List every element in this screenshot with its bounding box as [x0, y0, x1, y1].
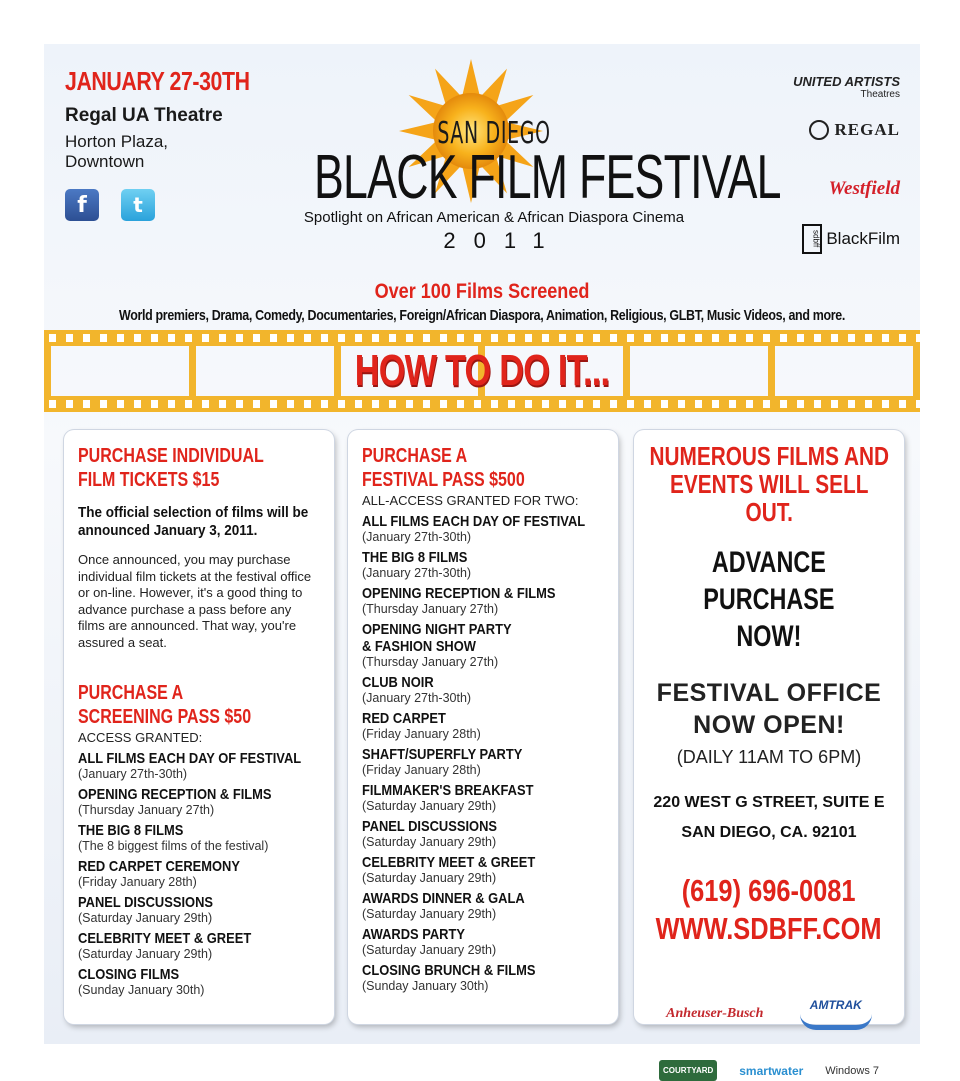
festival-title [244, 116, 781, 254]
twitter-icon[interactable]: t [121, 189, 155, 221]
item-date: (Friday January 28th) [78, 875, 197, 889]
address-line-2: Downtown [65, 152, 145, 172]
heading-line: FILM TICKETS $15 [78, 469, 220, 491]
title-year: 2011 [443, 228, 563, 253]
united-artists-logo [793, 74, 900, 100]
individual-tickets-panel [64, 430, 334, 1024]
smartwater-logo: smartwater [739, 1063, 804, 1078]
venue-address [65, 132, 205, 173]
list-item [362, 585, 604, 616]
genres-line: World premiers, Drama, Comedy, Documentaries, Foreign/African Diaspora, Animation, Religious, GLBT, Music Videos, and more. [119, 307, 845, 324]
item-date: (January 27th-30th) [362, 691, 472, 705]
item-date: (Saturday January 29th) [78, 911, 213, 925]
item-name: SHAFT/SUPERFLY PARTY [362, 746, 523, 763]
list-item [362, 962, 604, 993]
advance-purchase-panel [634, 430, 904, 1078]
venue-name: Regal UA Theatre [65, 105, 223, 126]
festival-pass-heading [362, 444, 604, 492]
item-name: ALL FILMS EACH DAY OF FESTIVAL [362, 513, 586, 530]
festival-dates: JANUARY 27-30TH [65, 66, 250, 96]
advance-purchase-heading [648, 544, 890, 655]
windows-logo: Windows 7 [825, 1064, 879, 1077]
item-date: (Saturday January 29th) [78, 947, 213, 961]
list-item [78, 858, 320, 889]
regal-text: REGAL [834, 120, 900, 139]
office-line: NOW OPEN! [693, 711, 845, 739]
sell-out-line: NUMEROUS FILMS AND [649, 441, 889, 471]
address-line: 220 WEST G STREET, SUITE E [653, 794, 885, 811]
sdbf-text: BlackFilm [826, 229, 900, 248]
amtrak-wave-icon [800, 1014, 872, 1030]
screening-pass-heading [78, 681, 320, 729]
item-name: OPENING RECEPTION & FILMS [362, 585, 556, 602]
office-address [648, 788, 890, 848]
list-item [362, 818, 604, 849]
sell-out-line: EVENTS WILL SELL OUT. [669, 469, 869, 527]
item-name: OPENING NIGHT PARTY [362, 621, 512, 638]
anheuser-busch-logo: Anheuser-Busch [666, 1006, 764, 1021]
contact-info [648, 872, 890, 948]
westfield-logo: Westfield [828, 178, 900, 199]
item-date: (Thursday January 27th) [78, 803, 215, 817]
list-item [362, 549, 604, 580]
website-link[interactable]: WWW.SDBFF.COM [656, 911, 882, 946]
item-name: AWARDS DINNER & GALA [362, 890, 525, 907]
list-item [78, 894, 320, 925]
item-date: (Saturday January 29th) [362, 835, 497, 849]
item-date: (The 8 biggest films of the festival) [78, 839, 269, 853]
sell-out-warning [648, 442, 890, 526]
office-open-heading [648, 677, 890, 741]
item-name: CLOSING FILMS [78, 966, 180, 983]
sdbf-foundation-logo [802, 224, 900, 254]
film-strip [44, 330, 920, 412]
film-strip-top [44, 330, 920, 346]
list-item [362, 890, 604, 921]
item-date: (January 27th-30th) [78, 767, 188, 781]
address-line: SAN DIEGO, CA. 92101 [681, 824, 857, 841]
item-date: (Thursday January 27th) [362, 602, 499, 616]
item-name: AWARDS PARTY [362, 926, 465, 943]
list-item [78, 786, 320, 817]
festival-pass-panel [348, 430, 618, 1024]
item-name: THE BIG 8 FILMS [362, 549, 468, 566]
individual-tickets-heading [78, 444, 320, 492]
list-item [362, 621, 604, 669]
title-main: BLACK FILM FESTIVAL [314, 143, 781, 212]
item-date: (Saturday January 29th) [362, 871, 497, 885]
united-artists-text: UNITED ARTISTS [793, 74, 900, 89]
item-name: PANEL DISCUSSIONS [362, 818, 498, 835]
regal-ball-icon [809, 120, 829, 140]
screening-pass-list [78, 750, 320, 997]
phone-number[interactable]: (619) 696-0081 [682, 873, 856, 908]
list-item [362, 674, 604, 705]
item-date: (January 27th-30th) [362, 566, 472, 580]
office-hours: (DAILY 11AM TO 6PM) [676, 747, 862, 767]
item-name: CLUB NOIR [362, 674, 434, 691]
item-name: CELEBRITY MEET & GREET [362, 854, 536, 871]
list-item [362, 854, 604, 885]
heading-line: PURCHASE A [362, 445, 468, 467]
list-item [362, 926, 604, 957]
item-name-line2: & FASHION SHOW [362, 638, 476, 655]
list-item [362, 782, 604, 813]
heading-line: SCREENING PASS $50 [78, 706, 252, 728]
sponsor-logos-row-2 [648, 1060, 890, 1081]
item-name: PANEL DISCUSSIONS [78, 894, 214, 911]
advance-purchase-content [648, 442, 890, 1081]
item-date: (January 27th-30th) [362, 530, 472, 544]
sponsor-logos-row-1 [648, 998, 890, 1030]
item-date: (Saturday January 29th) [362, 907, 497, 921]
item-date: (Sunday January 30th) [362, 979, 489, 993]
item-date: (Thursday January 27th) [362, 655, 499, 669]
item-date: (Saturday January 29th) [362, 943, 497, 957]
list-item [78, 750, 320, 781]
film-strip-bottom [44, 396, 920, 412]
item-date: (Saturday January 29th) [362, 799, 497, 813]
courtyard-logo: COURTYARD [659, 1060, 717, 1081]
social-links [65, 189, 155, 221]
list-item [78, 822, 320, 853]
festival-pass-list [362, 513, 604, 993]
list-item [78, 966, 320, 997]
item-name: FILMMAKER'S BREAKFAST [362, 782, 534, 799]
item-date: (Friday January 28th) [362, 763, 481, 777]
list-item [362, 710, 604, 741]
festival-poster [44, 44, 920, 1078]
list-item [78, 930, 320, 961]
heading-line: FESTIVAL PASS $500 [362, 469, 525, 491]
list-item [362, 513, 604, 544]
item-date: (Sunday January 30th) [78, 983, 205, 997]
facebook-icon[interactable]: f [65, 189, 99, 221]
list-item [362, 746, 604, 777]
sdbf-box-icon: sdbff [802, 224, 822, 254]
item-name: RED CARPET CEREMONY [78, 858, 240, 875]
all-access-label: ALL-ACCESS GRANTED FOR TWO: [362, 493, 579, 508]
item-name: ALL FILMS EACH DAY OF FESTIVAL [78, 750, 302, 767]
item-date: (Friday January 28th) [362, 727, 481, 741]
item-name: CELEBRITY MEET & GREET [78, 930, 252, 947]
item-name: OPENING RECEPTION & FILMS [78, 786, 272, 803]
office-line: FESTIVAL OFFICE [656, 679, 882, 707]
item-name: RED CARPET [362, 710, 446, 727]
amtrak-logo [800, 998, 872, 1030]
heading-line: PURCHASE INDIVIDUAL [78, 445, 264, 467]
title-spotlight: Spotlight on African American & African Diaspora Cinema [303, 209, 685, 226]
how-to-heading: HOW TO DO IT... [354, 346, 610, 395]
films-screened-headline: Over 100 Films Screened [374, 280, 590, 303]
united-artists-sub: Theatres [860, 89, 900, 100]
purchase-info-text: Once announced, you may purchase individual film tickets at the festival office or on-line. However, it's a good thing to advance purchase a pass before any films are announced. That way, you're assured a seat. [78, 552, 312, 650]
item-name: CLOSING BRUNCH & FILMS [362, 962, 536, 979]
advance-line: ADVANCE PURCHASE [703, 546, 835, 616]
access-granted-label: ACCESS GRANTED: [78, 730, 203, 745]
address-line-1: Horton Plaza, [65, 132, 168, 151]
item-name: THE BIG 8 FILMS [78, 822, 184, 839]
advance-line: NOW! [736, 620, 802, 653]
amtrak-text: AMTRAK [809, 998, 862, 1012]
title-city: SAN DIEGO [437, 116, 551, 151]
regal-logo [809, 120, 900, 140]
announcement-text: The official selection of films will be announced January 3, 2011. [78, 504, 309, 539]
heading-line: PURCHASE A [78, 682, 184, 704]
